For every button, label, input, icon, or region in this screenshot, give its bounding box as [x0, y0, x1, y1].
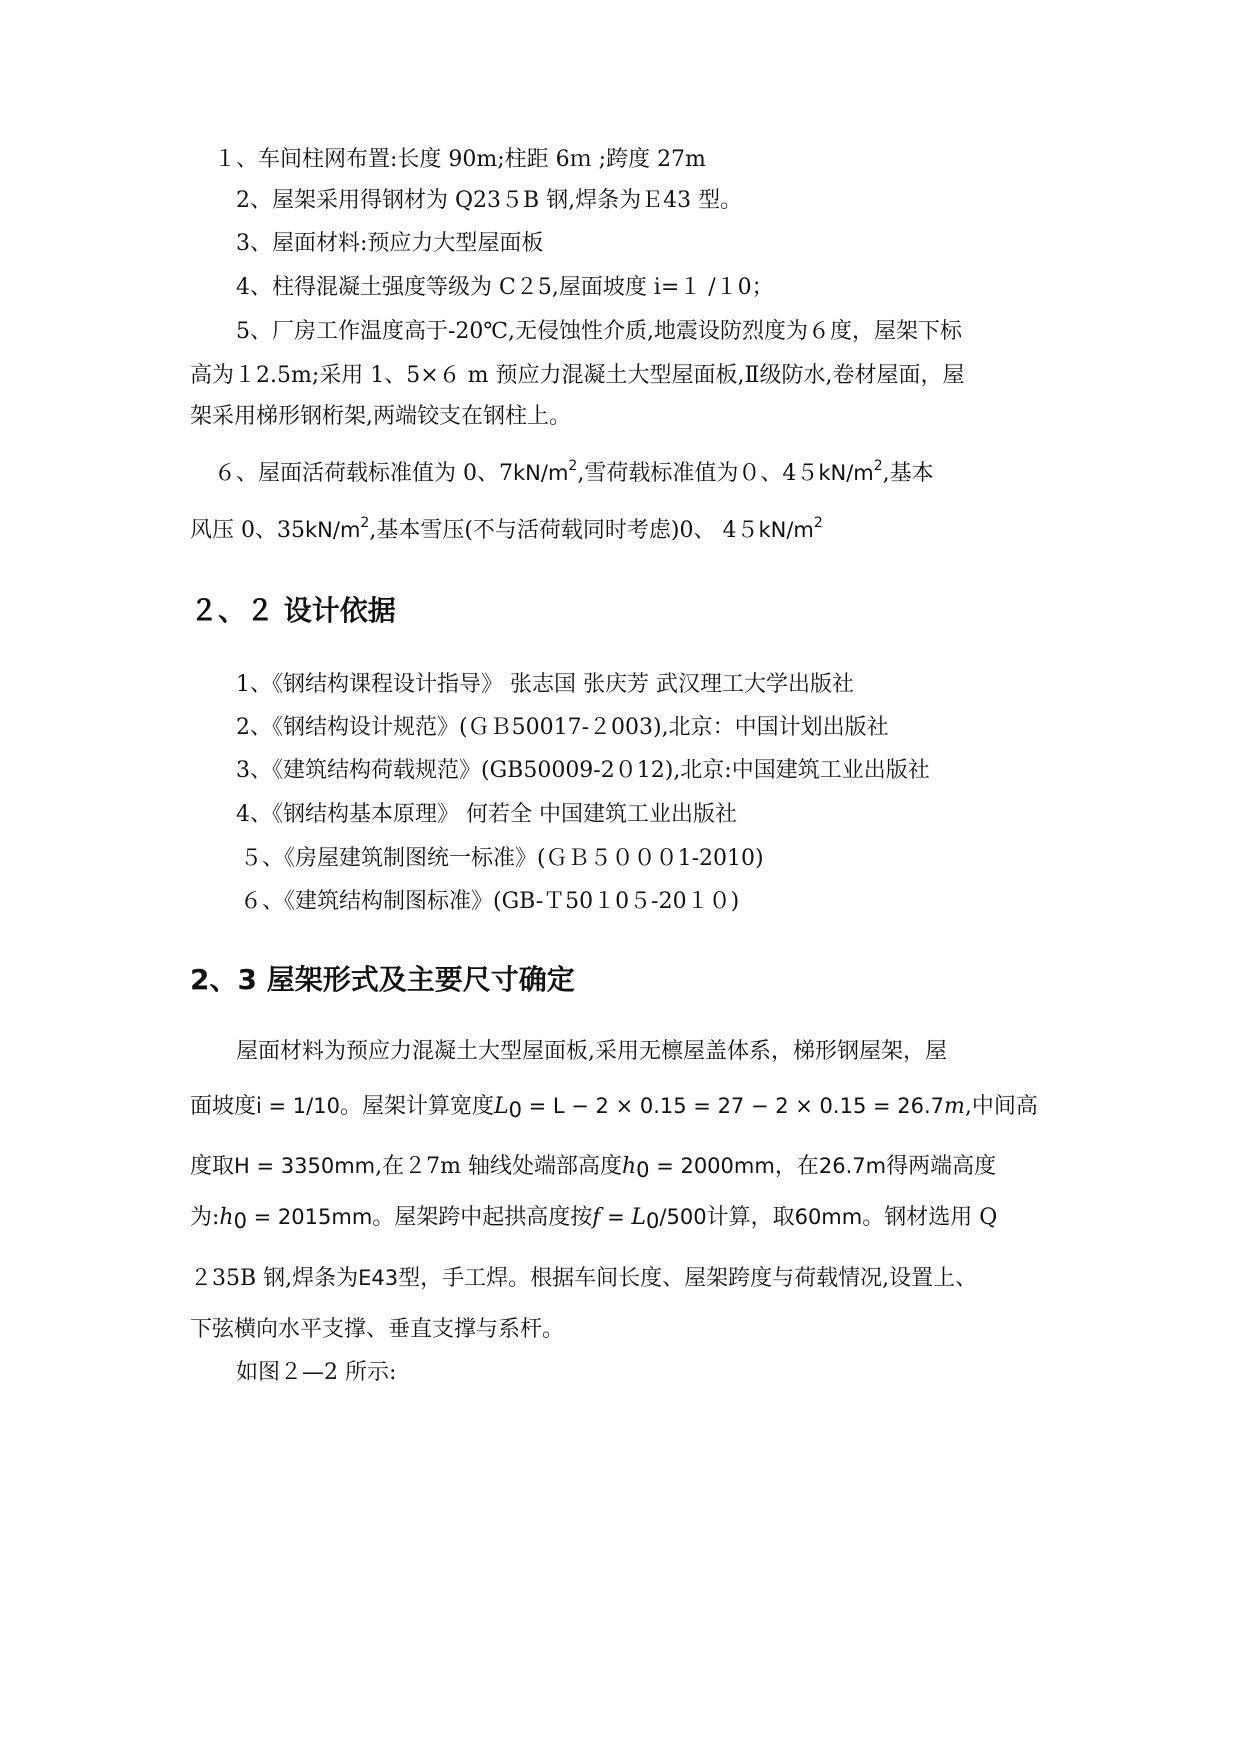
electrode-type: E43	[358, 1266, 399, 1290]
paragraph-line-1: 屋面材料为预应力混凝土大型屋面板,采用无檩屋盖体系，梯形钢屋架，屋	[236, 1039, 947, 1064]
text-run: 计算，取	[706, 1205, 795, 1230]
paragraph-line-6: 下弦横向水平支撑、垂直支撑与系杆。	[190, 1317, 565, 1342]
slope-formula: i = 1/10	[256, 1094, 340, 1118]
text-run: 。钢材选用 Q	[862, 1205, 998, 1230]
reference-item: 1、《钢结构课程设计指导》 张志国 张庆芳 武汉理工大学出版社	[236, 672, 854, 697]
reference-item: 3、《建筑结构荷载规范》(GB50009-2０12),北京:中国建筑工业出版社	[236, 758, 930, 783]
paragraph-line-4	[190, 1202, 997, 1233]
section-heading-truss-form: 2、3 屋架形式及主要尺寸确定	[190, 963, 575, 996]
text-run: 风压 0、35	[190, 518, 305, 543]
item-1: １、车间柱网布置:长度 90m;柱距 6ｍ ;跨度 27m	[214, 147, 706, 172]
paragraph-line-5	[190, 1263, 977, 1294]
unit-text: kN/m	[305, 518, 361, 542]
item-4: 4、柱得混凝土强度等级为 C２5,屋面坡度 i=１ /１0；	[236, 275, 774, 300]
text-run: 。屋架跨中起拱高度按	[372, 1205, 593, 1230]
item-3: 3、屋面材料:预应力大型屋面板	[236, 231, 544, 256]
text-run: ２35B 钢,焊条为	[190, 1266, 359, 1291]
reference-item: 4、《钢结构基本原理》 何若全 中国建筑工业出版社	[236, 802, 737, 827]
unit-text: kN/m	[818, 461, 874, 485]
formula-symbol: L	[631, 1205, 647, 1230]
item-6-line-1	[214, 458, 934, 489]
unit-kn-m2	[513, 458, 578, 485]
item-5-line-3: 架采用梯形钢桁架,两端铰支在钢柱上。	[190, 404, 571, 429]
end-height-formula: = 2000mm	[649, 1154, 775, 1178]
reference-item: ５、《房屋建筑制图统一标准》(ＧＢ５０００1-2010)	[240, 846, 764, 871]
text-run: 面坡度	[190, 1094, 257, 1119]
text-run: ，在	[774, 1154, 819, 1179]
item-2: 2、屋架采用得钢材为 Q23５B 钢,焊条为Ｅ43 型。	[236, 188, 743, 213]
text-run: 型，手工焊。根据车间长度、屋架跨度与荷载情况,设置上、	[398, 1266, 978, 1291]
reference-item: ６、《建筑结构制图标准》(GB-Ｔ50１0５-20１０)	[240, 889, 740, 914]
unit-kn-m2	[305, 515, 370, 542]
formula-unit: m	[944, 1094, 965, 1119]
text-run: ,基本雪压(不与活荷载同时考虑)0、 4５	[369, 518, 759, 543]
unit-exponent: 2	[360, 515, 370, 531]
unit-kn-m2	[818, 458, 883, 485]
formula-divisor: /500	[659, 1205, 707, 1229]
height-formula: H = 3350mm	[234, 1154, 376, 1178]
item-5-line-2: 高为１2.5m;采用 1、5×６ m 预应力混凝土大型屋面板,Ⅱ级防水,卷材屋面，屋	[190, 363, 965, 388]
unit-text: kN/m	[758, 518, 814, 542]
formula-symbol: f	[592, 1205, 601, 1230]
formula-value: 60mm	[794, 1205, 863, 1229]
text-run: ,中间高	[964, 1094, 1038, 1119]
formula-subscript: 0	[636, 1158, 650, 1182]
figure-reference: 如图２—2 所示:	[236, 1360, 397, 1385]
formula-subscript: 0	[508, 1098, 522, 1122]
paragraph-line-2	[190, 1091, 1038, 1122]
text-run: ６、屋面活荷载标准值为 0、7	[214, 461, 513, 486]
text-run: ,在２7m 轴线处端部高度	[375, 1154, 622, 1179]
formula-value: 26.7m	[818, 1154, 887, 1178]
item-5-line-1: 5、厂房工作温度高于-20℃,无侵蚀性介质,地震设防烈度为６度，屋架下标	[236, 319, 963, 344]
unit-exponent: 2	[873, 458, 883, 474]
span-width-formula: = L − 2 × 0.15 = 27 − 2 × 0.15 = 26.7	[521, 1094, 945, 1118]
item-6-line-2	[190, 515, 823, 546]
formula-symbol: L	[493, 1094, 509, 1119]
paragraph-line-3	[190, 1151, 996, 1182]
unit-text: kN/m	[513, 461, 569, 485]
formula-equals: =	[600, 1205, 632, 1229]
text-run: 度取	[190, 1154, 235, 1179]
unit-exponent: 2	[568, 458, 578, 474]
formula-subscript: 0	[646, 1209, 660, 1233]
text-run: ,雪荷载标准值为０、4５	[577, 461, 819, 486]
formula-symbol: h	[219, 1205, 234, 1230]
text-run: 。屋架计算宽度	[339, 1094, 494, 1119]
text-run: 得两端高度	[886, 1154, 997, 1179]
formula-subscript: 0	[233, 1209, 247, 1233]
formula-symbol: h	[621, 1154, 637, 1179]
text-run: 为:	[190, 1205, 220, 1230]
unit-kn-m2	[758, 515, 823, 542]
unit-exponent: 2	[813, 515, 823, 531]
text-run: ,基本	[882, 461, 934, 486]
reference-item: 2、《钢结构设计规范》(ＧＢ50017-２003),北京：中国计划出版社	[236, 715, 889, 740]
section-heading-design-basis: ２、２ 设计依据	[190, 594, 396, 627]
end-height-formula: = 2015mm	[246, 1205, 373, 1229]
